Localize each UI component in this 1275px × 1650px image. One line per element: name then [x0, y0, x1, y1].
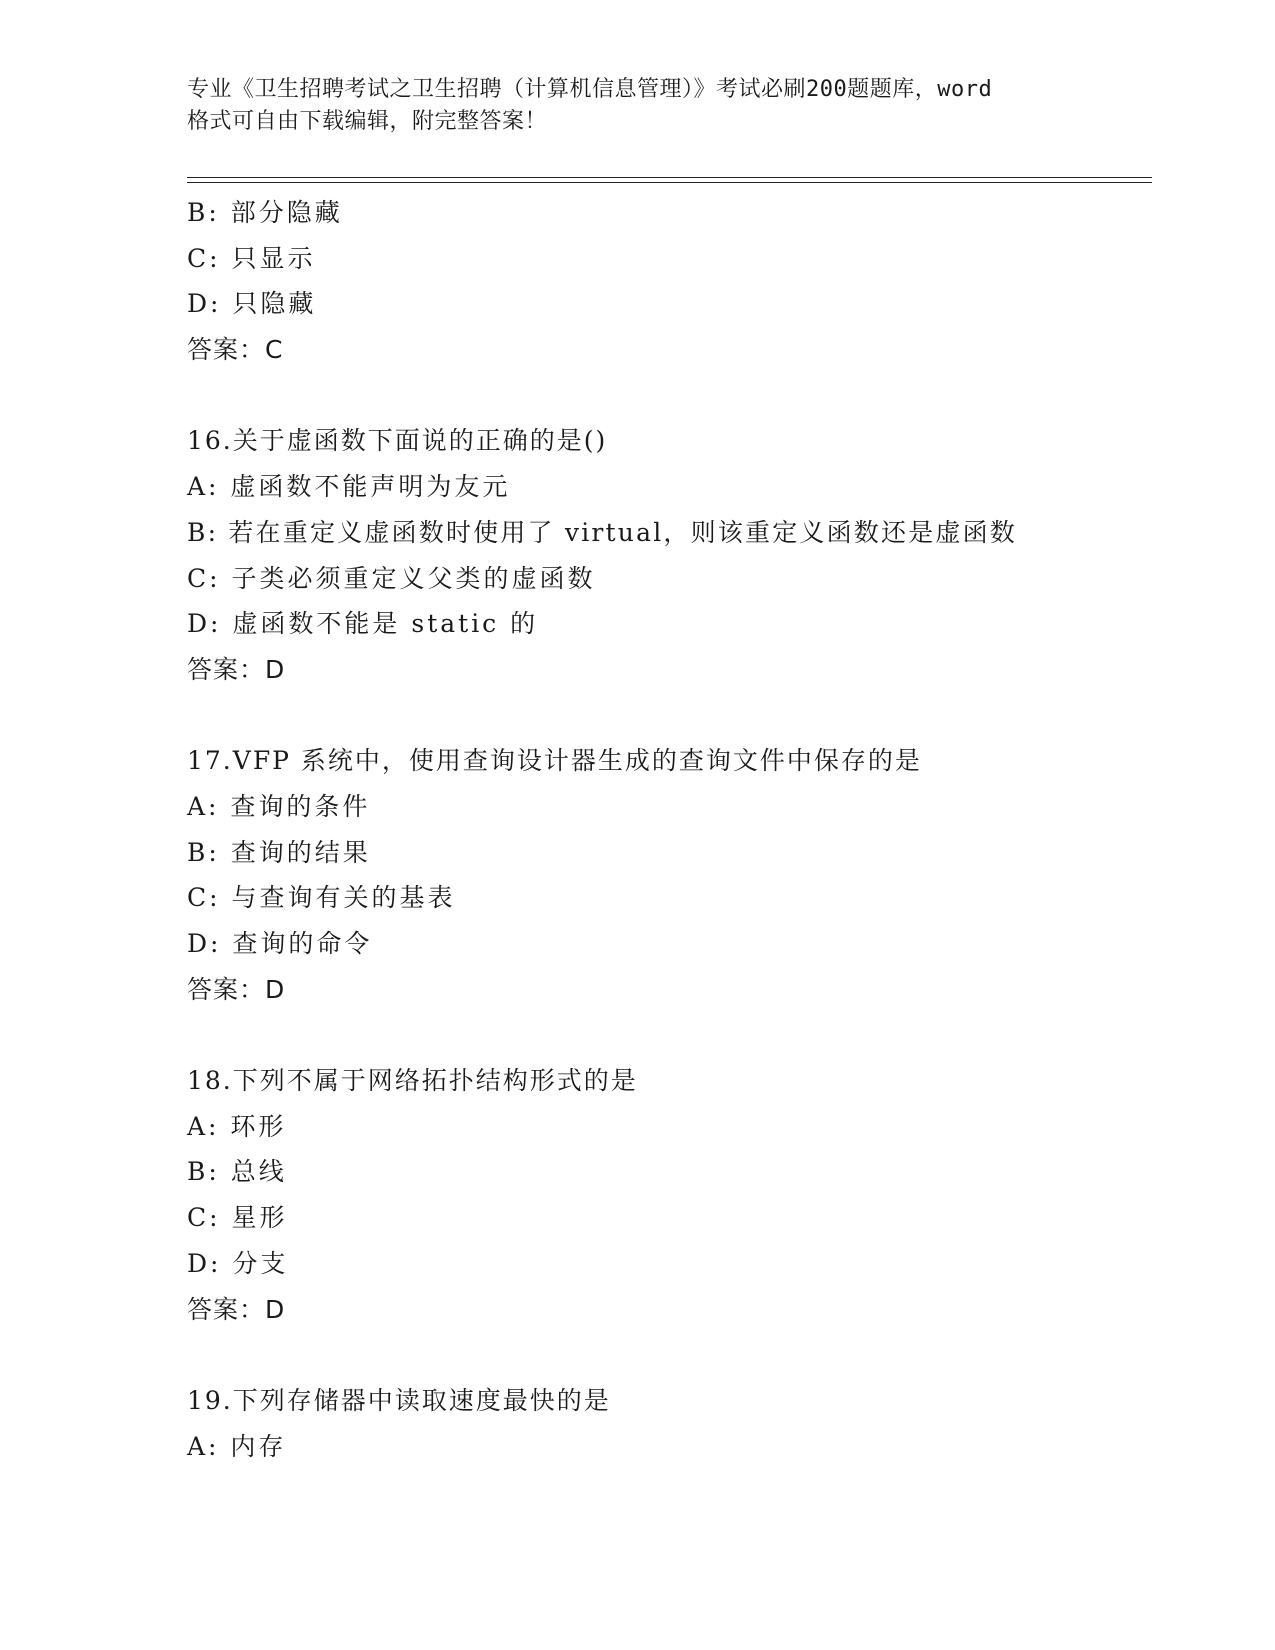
option-c: C: 与查询有关的基表 [187, 883, 456, 913]
option-c: C: 子类必须重定义父类的虚函数 [187, 563, 596, 593]
option-c: C: 只显示 [187, 243, 316, 273]
question-18 [187, 1058, 1147, 1332]
header-rule-top [187, 177, 1152, 178]
option-a: A: 内存 [187, 1431, 287, 1461]
spacer [187, 693, 1147, 739]
question-16 [187, 418, 1147, 692]
option-d: D: 分支 [187, 1248, 289, 1278]
option-b: B: 总线 [187, 1157, 287, 1187]
option-b: B: 部分隐藏 [187, 198, 343, 227]
option-a: A: 环形 [187, 1111, 287, 1141]
spacer [187, 1332, 1147, 1378]
question-list [187, 190, 1147, 1469]
document-header [187, 74, 1087, 138]
option-b: B: 若在重定义虚函数时使用了 virtual，则该重定义函数还是虚函数 [187, 517, 1018, 547]
option-d: D: 只隐藏 [187, 289, 317, 319]
option-a: A: 查询的条件 [187, 791, 371, 821]
header-rule-bottom [187, 182, 1152, 183]
answer: 答案：D [187, 974, 286, 1004]
spacer [187, 373, 1147, 419]
answer: 答案：D [187, 1294, 286, 1324]
question-stem: 19.下列存储器中读取速度最快的是 [187, 1385, 611, 1415]
header-line-1: 专业《卫生招聘考试之卫生招聘（计算机信息管理）》考试必刷200题题库，word [187, 77, 993, 102]
question-19 [187, 1378, 1147, 1469]
question-stem: 17.VFP 系统中，使用查询设计器生成的查询文件中保存的是 [187, 746, 922, 776]
option-c: C: 星形 [187, 1203, 288, 1233]
option-b: B: 查询的结果 [187, 837, 371, 867]
header-line-2: 格式可自由下载编辑，附完整答案！ [187, 109, 548, 134]
option-d: D: 虚函数不能是 static 的 [187, 609, 539, 639]
answer: 答案：D [187, 654, 286, 684]
answer: 答案：C [187, 335, 284, 365]
question-stem: 16.关于虚函数下面说的正确的是() [187, 426, 608, 456]
option-d: D: 查询的命令 [187, 929, 373, 958]
spacer [187, 1012, 1147, 1058]
question-stem: 18.下列不属于网络拓扑结构形式的是 [187, 1066, 638, 1096]
question-17 [187, 738, 1147, 1012]
option-a: A: 虚函数不能声明为友元 [187, 472, 511, 502]
question-15-continued [187, 190, 1147, 373]
